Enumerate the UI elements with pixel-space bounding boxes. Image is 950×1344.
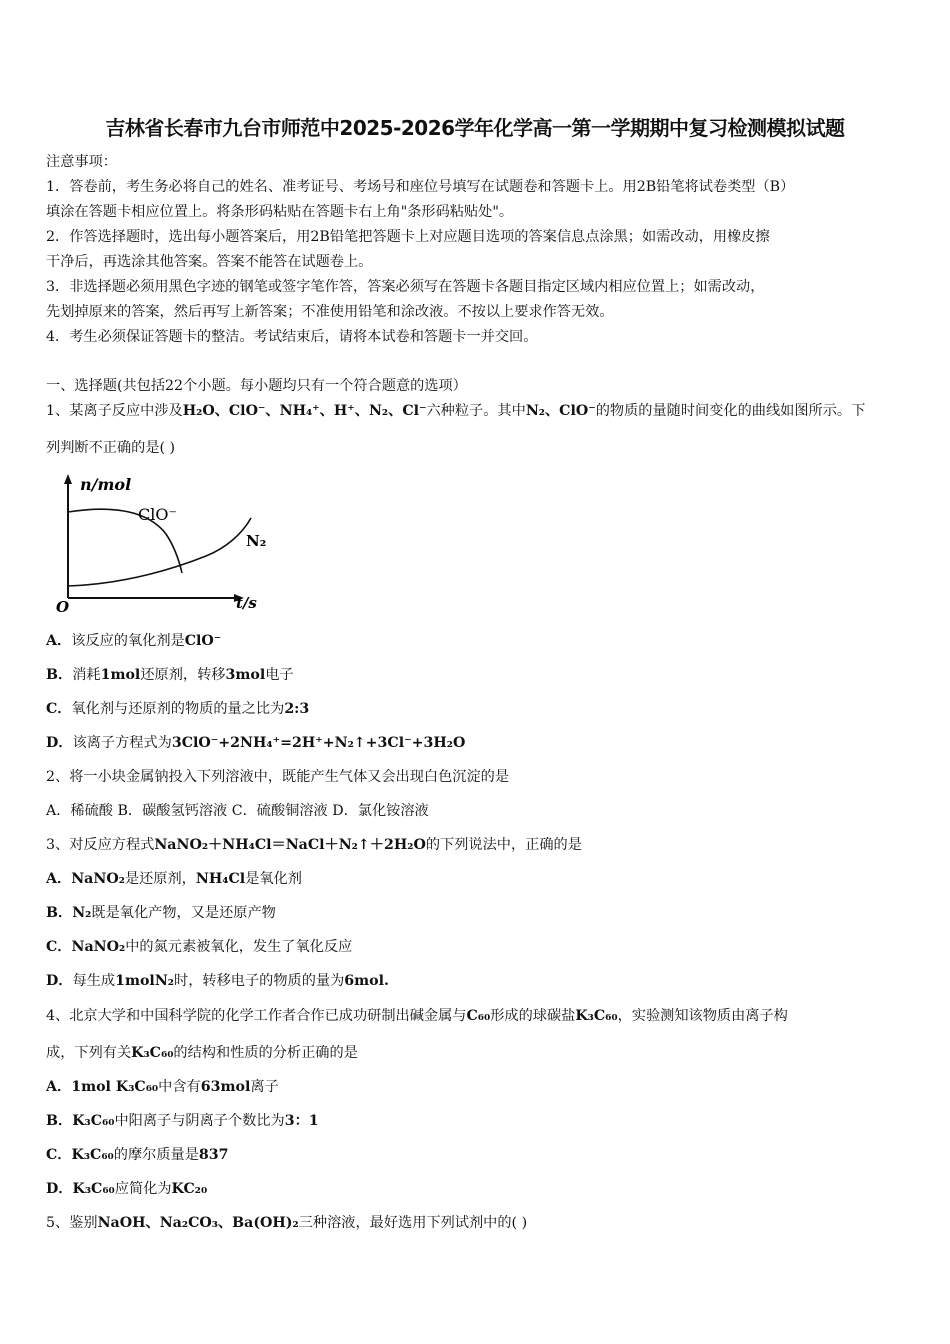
q5-stem <box>46 1213 527 1233</box>
option-formula: NaNO₂ <box>71 939 126 955</box>
q3-stem <box>46 835 582 855</box>
option-key: C． <box>46 1147 72 1163</box>
q3-stem-a: 3、对反应方程式 <box>46 837 155 853</box>
q4-stem-c: ，实验测知该物质由离子构 <box>617 1008 788 1024</box>
q3-stem-b: 的下列说法中，正确的是 <box>425 837 582 853</box>
q3-option-c <box>46 937 352 957</box>
option-key: A． <box>46 1079 72 1095</box>
option-formula: 1molN₂ <box>115 973 174 989</box>
option-text: 氧化剂与还原剂的物质的量之比为 <box>71 701 285 717</box>
q4-stem <box>46 1006 788 1026</box>
q5-stem-b: 三种溶液，最好选用下列试剂中的( ) <box>298 1215 528 1231</box>
q1-graph <box>46 468 276 618</box>
option-key: B． <box>46 667 73 683</box>
option-text: 离子 <box>250 1079 279 1095</box>
option-text: 是还原剂， <box>124 871 196 887</box>
option-formula: NaNO₂ <box>71 871 125 887</box>
q1-stem-d: 的物质的量随时间变化的曲线如图所示。下 <box>595 403 866 419</box>
q4-stem-a: 4、北京大学和中国科学院的化学工作者合作已成功研制出碱金属与 <box>46 1008 467 1024</box>
option-text: 的摩尔质量是 <box>113 1147 199 1163</box>
option-formula: 1mol <box>100 667 141 683</box>
option-text: 消耗 <box>72 667 101 683</box>
q1-stem-b: 六种粒子。其中 <box>426 403 526 419</box>
option-key: D． <box>46 973 73 989</box>
q4-option-c <box>46 1145 229 1165</box>
q3-option-d <box>46 971 389 991</box>
option-text: 还原剂，转移 <box>140 667 226 683</box>
option-formula: 3ClO⁻+2NH₄⁺=2H⁺+N₂↑+3Cl⁻+3H₂O <box>171 735 466 751</box>
option-formula: N₂ <box>72 905 92 921</box>
option-key: B． <box>46 905 73 921</box>
notice-heading: 注意事项： <box>46 154 117 170</box>
origin-label: O <box>56 598 70 616</box>
notice-line-1: 1．答卷前，考生务必将自己的姓名、准考证号、考场号和座位号填写在试题卷和答题卡上。用2B铅笔将试卷类型（B） <box>46 179 795 195</box>
q1-stem <box>46 401 865 421</box>
x-axis-label: t/s <box>236 594 257 612</box>
q4-option-a <box>46 1077 279 1097</box>
option-formula: 1mol K₃C₆₀ <box>71 1079 159 1095</box>
option-text: 每生成 <box>72 973 116 989</box>
option-text: 应简化为 <box>114 1181 172 1197</box>
option-key: D． <box>46 1181 73 1197</box>
clo-curve-label: ClO⁻ <box>138 505 177 524</box>
option-formula: K₃C₆₀ <box>72 1181 115 1197</box>
option-text: 中的氮元素被氧化，发生了氧化反应 <box>125 939 353 955</box>
notice-line-3: 2．作答选择题时，选出每小题答案后，用2B铅笔把答题卡上对应题目选项的答案信息点涂黑；如需改动，用橡皮擦 <box>46 229 770 245</box>
option-key: B． <box>46 1113 73 1129</box>
q1-option-b <box>46 665 294 685</box>
q4-stem-b: 形成的球碳盐 <box>490 1008 576 1024</box>
option-formula: K₃C₆₀ <box>71 1147 114 1163</box>
option-key: D． <box>46 735 73 751</box>
option-text: 电子 <box>265 667 294 683</box>
q1-option-a <box>46 631 221 651</box>
option-formula: ClO⁻ <box>184 633 222 649</box>
option-text: 该反应的氧化剂是 <box>71 633 185 649</box>
page-title: 吉林省长春市九台市师范中2025-2026学年化学高一第一学期期中复习检测模拟试题 <box>105 116 845 140</box>
q4-option-b <box>46 1111 319 1131</box>
option-key: A． <box>46 871 72 887</box>
option-text: 是氧化剂 <box>245 871 302 887</box>
q1-option-d <box>46 733 465 753</box>
option-formula: KC₂₀ <box>171 1181 208 1197</box>
option-formula: 2:3 <box>284 701 310 717</box>
q4-line2-b: 的结构和性质的分析正确的是 <box>173 1045 358 1061</box>
q3-option-a <box>46 869 302 889</box>
q4-option-d <box>46 1179 207 1199</box>
q4-formula: K₃C₆₀ <box>575 1008 618 1024</box>
q4-formula: K₃C₆₀ <box>131 1045 174 1061</box>
q5-formula: NaOH、Na₂CO₃、Ba(OH)₂ <box>97 1215 299 1231</box>
notice-line-4: 干净后，再选涂其他答案。答案不能答在试题卷上。 <box>46 254 373 270</box>
notice-line-6: 先划掉原来的答案，然后再写上新答案；不准使用铅笔和涂改液。不按以上要求作答无效。 <box>46 304 614 320</box>
notice-line-7: 4．考生必须保证答题卡的整洁。考试结束后，请将本试卷和答题卡一并交回。 <box>46 329 538 345</box>
option-key: C． <box>46 939 72 955</box>
y-axis-arrow <box>64 474 72 484</box>
option-formula: 3：1 <box>284 1113 319 1129</box>
q1-stem-line2: 列判断不正确的是( ) <box>46 440 176 456</box>
notice-line-5: 3．非选择题必须用黑色字迹的钢笔或签字笔作答，答案必须写在答题卡各题目指定区域内相应位置上；如需改动， <box>46 279 765 295</box>
q1-stem-a: 1、某离子反应中涉及 <box>46 403 183 419</box>
q1-stem-c: N₂、ClO⁻ <box>525 403 596 419</box>
option-text: 中含有 <box>158 1079 201 1095</box>
n2-curve-label: N₂ <box>246 532 267 550</box>
q4-stem-line2 <box>46 1043 358 1063</box>
q5-stem-a: 5、鉴别 <box>46 1215 98 1231</box>
option-key: A． <box>46 633 72 649</box>
option-text: 时，转移电子的物质的量为 <box>174 973 345 989</box>
option-text: 该离子方程式为 <box>72 735 172 751</box>
option-text: 中阳离子与阴离子个数比为 <box>114 1113 285 1129</box>
option-formula: 3mol <box>225 667 266 683</box>
option-key: C． <box>46 701 72 717</box>
option-formula: 63mol <box>200 1079 251 1095</box>
option-formula: 837 <box>198 1147 229 1163</box>
q4-line2-a: 成，下列有关 <box>46 1045 132 1061</box>
q2-options: A．稀硫酸 B．碳酸氢钙溶液 C．硫酸铜溶液 D．氯化铵溶液 <box>46 803 429 819</box>
q1-option-c <box>46 699 309 719</box>
y-axis-label: n/mol <box>80 475 132 494</box>
q3-option-b <box>46 903 276 923</box>
q4-formula: C₆₀ <box>466 1008 491 1024</box>
q2-stem: 2、将一小块金属钠投入下列溶液中，既能产生气体又会出现白色沉淀的是 <box>46 769 510 785</box>
section-heading: 一、选择题(共包括22个小题。每小题均只有一个符合题意的选项） <box>46 378 467 394</box>
q3-equation: NaNO₂＋NH₄Cl＝NaCl＋N₂↑＋2H₂O <box>154 837 426 853</box>
option-text: 既是氧化产物，又是还原产物 <box>91 905 276 921</box>
option-formula: 6mol. <box>344 973 389 989</box>
option-formula: K₃C₆₀ <box>72 1113 115 1129</box>
notice-line-2: 填涂在答题卡相应位置上。将条形码粘贴在答题卡右上角"条形码粘贴处"。 <box>46 204 514 220</box>
q1-stem-species: H₂O、ClO⁻、NH₄⁺、H⁺、N₂、Cl⁻ <box>182 403 427 419</box>
option-formula: NH₄Cl <box>195 871 246 887</box>
n2-curve <box>68 518 251 586</box>
